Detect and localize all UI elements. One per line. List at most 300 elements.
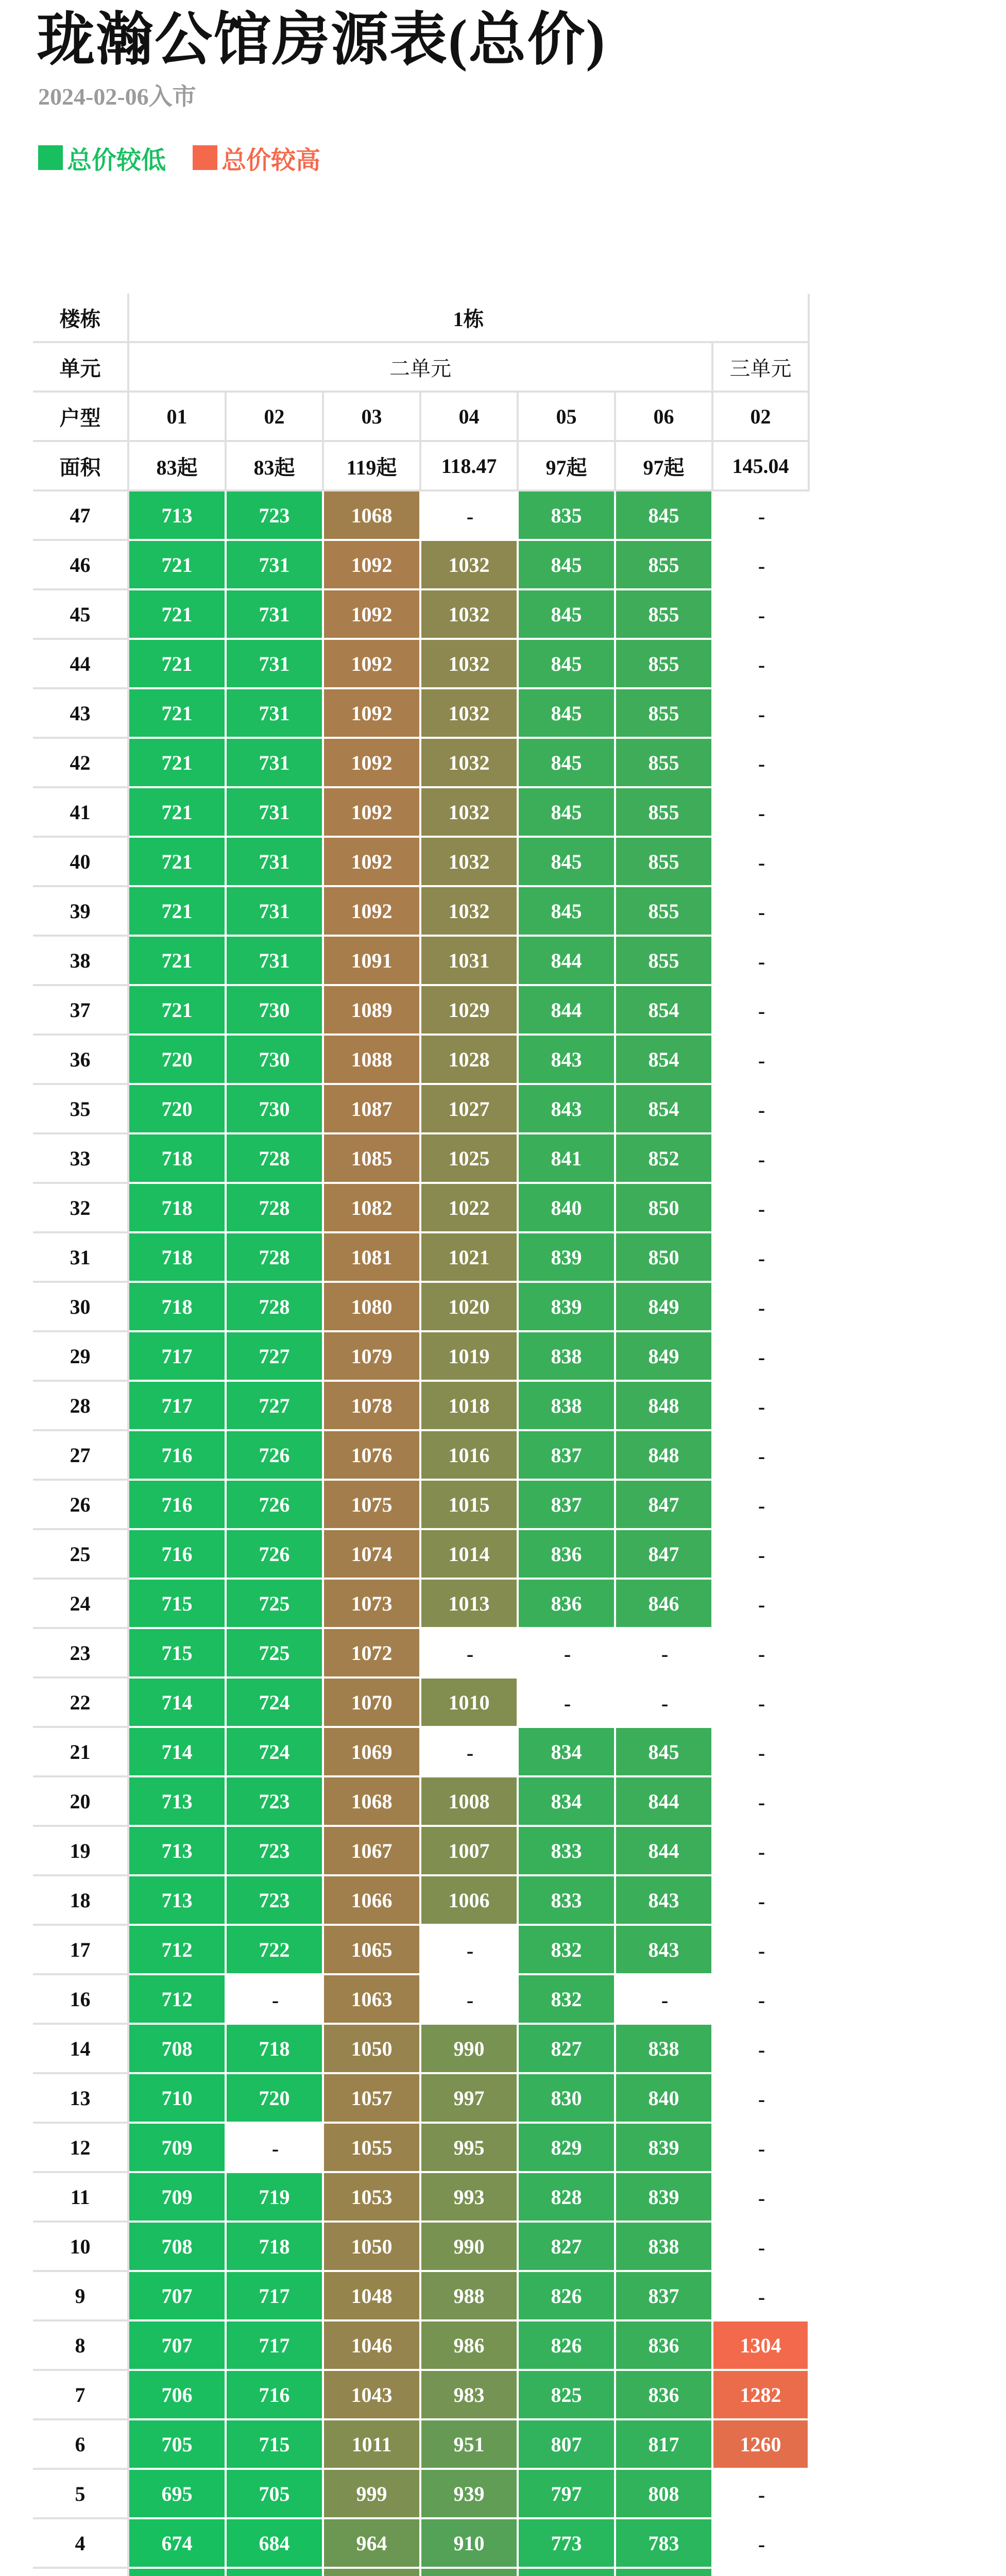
price-cell: 720 (227, 2074, 324, 2124)
price-cell: 838 (616, 2025, 713, 2074)
price-cell-empty: - (713, 1431, 810, 1481)
price-cell-empty: - (713, 590, 810, 640)
price-cell: 1043 (324, 2371, 421, 2420)
price-cell: 1092 (324, 590, 421, 640)
unit-type: 04 (421, 393, 519, 442)
price-cell: 839 (616, 2173, 713, 2223)
price-cell: 1092 (324, 640, 421, 689)
price-cell-empty: - (421, 1975, 519, 2025)
price-cell: 1073 (324, 1580, 421, 1629)
price-cell: 708 (129, 2223, 227, 2272)
price-cell-empty: - (713, 2223, 810, 2272)
price-cell-empty (713, 2569, 810, 2576)
price-cell: 1029 (421, 986, 519, 1036)
floor-label: 37 (33, 986, 129, 1036)
price-cell: 721 (129, 739, 227, 788)
price-cell (227, 2569, 324, 2576)
price-cell: 721 (129, 986, 227, 1036)
price-cell: 827 (519, 2025, 616, 2074)
unit-type: 05 (519, 393, 616, 442)
price-cell: 843 (519, 1085, 616, 1134)
price-cell-empty: - (713, 541, 810, 590)
price-cell: 1092 (324, 739, 421, 788)
price-cell-empty: - (421, 1728, 519, 1777)
price-cell: 731 (227, 590, 324, 640)
price-cell-empty: - (519, 1629, 616, 1679)
price-cell: 1081 (324, 1233, 421, 1283)
price-cell: 1032 (421, 689, 519, 739)
price-cell: 832 (519, 1975, 616, 2025)
price-cell: 1032 (421, 788, 519, 838)
price-cell: 1048 (324, 2272, 421, 2321)
price-cell: 854 (616, 1036, 713, 1085)
row-label-building: 楼栋 (33, 294, 129, 343)
price-cell: 717 (227, 2272, 324, 2321)
price-cell: 827 (519, 2223, 616, 2272)
floor-label: 17 (33, 1926, 129, 1975)
price-cell: 843 (519, 1036, 616, 1085)
price-cell: 855 (616, 590, 713, 640)
price-cell-empty: - (421, 1926, 519, 1975)
price-cell: 728 (227, 1134, 324, 1184)
price-cell: 1078 (324, 1382, 421, 1431)
price-cell: 835 (519, 492, 616, 541)
floor-label: 24 (33, 1580, 129, 1629)
price-cell: 1006 (421, 1876, 519, 1926)
price-cell: 848 (616, 1382, 713, 1431)
price-cell: 1018 (421, 1382, 519, 1431)
price-cell-empty: - (713, 1580, 810, 1629)
price-cell: 724 (227, 1679, 324, 1728)
price-cell-empty: - (713, 1827, 810, 1876)
price-cell: 836 (519, 1530, 616, 1580)
floor-label: 9 (33, 2272, 129, 2321)
price-cell: 849 (616, 1283, 713, 1332)
price-cell: 708 (129, 2025, 227, 2074)
price-cell: 1013 (421, 1580, 519, 1629)
price-cell: 845 (616, 1728, 713, 1777)
price-cell: 731 (227, 640, 324, 689)
price-cell: 1075 (324, 1481, 421, 1530)
price-cell: 1057 (324, 2074, 421, 2124)
price-cell: 1065 (324, 1926, 421, 1975)
price-cell: 1011 (324, 2420, 421, 2470)
price-cell: 721 (129, 590, 227, 640)
price-cell-empty: - (713, 1283, 810, 1332)
price-cell: 1072 (324, 1629, 421, 1679)
floor-label: 47 (33, 492, 129, 541)
price-cell-empty: - (713, 2272, 810, 2321)
price-cell: 847 (616, 1530, 713, 1580)
price-cell: 712 (129, 1975, 227, 2025)
price-cell: 730 (227, 1036, 324, 1085)
price-cell: 990 (421, 2025, 519, 2074)
price-cell: 1089 (324, 986, 421, 1036)
price-cell-empty: - (713, 788, 810, 838)
row-label-area: 面积 (33, 442, 129, 492)
floor-label: 11 (33, 2173, 129, 2223)
price-cell: 714 (129, 1679, 227, 1728)
price-cell: 843 (616, 1926, 713, 1975)
floor-label: 41 (33, 788, 129, 838)
price-cell: 728 (227, 1283, 324, 1332)
price-cell: 855 (616, 640, 713, 689)
price-cell: 839 (519, 1283, 616, 1332)
price-cell: 826 (519, 2272, 616, 2321)
unit-type: 02 (227, 393, 324, 442)
price-cell-empty: - (713, 739, 810, 788)
price-cell: 836 (616, 2321, 713, 2371)
unit-area: 118.47 (421, 442, 519, 492)
row-label-type: 户型 (33, 393, 129, 442)
price-cell: 718 (227, 2025, 324, 2074)
price-cell: 833 (519, 1876, 616, 1926)
price-cell: 706 (129, 2371, 227, 2420)
floor-label: 32 (33, 1184, 129, 1233)
price-cell-empty: - (713, 1777, 810, 1827)
price-cell-empty: - (713, 986, 810, 1036)
price-cell-empty: - (713, 1876, 810, 1926)
legend-item-low (38, 140, 166, 176)
price-cell: 716 (227, 2371, 324, 2420)
price-cell: 728 (227, 1184, 324, 1233)
price-cell: 832 (519, 1926, 616, 1975)
price-cell: 838 (616, 2223, 713, 2272)
price-cell: 1282 (713, 2371, 810, 2420)
floor-label: 27 (33, 1431, 129, 1481)
price-cell: 721 (129, 788, 227, 838)
price-cell: 855 (616, 689, 713, 739)
price-cell-empty: - (713, 2173, 810, 2223)
price-cell: 1032 (421, 640, 519, 689)
price-cell: 825 (519, 2371, 616, 2420)
price-cell: 843 (616, 1876, 713, 1926)
floor-label: 31 (33, 1233, 129, 1283)
price-cell: 1046 (324, 2321, 421, 2371)
unit-area: 83起 (227, 442, 324, 492)
floor-label: 28 (33, 1382, 129, 1431)
price-cell: 726 (227, 1431, 324, 1481)
price-cell: 715 (227, 2420, 324, 2470)
floor-label: 23 (33, 1629, 129, 1679)
price-cell: 845 (519, 739, 616, 788)
price-cell: 1032 (421, 541, 519, 590)
price-cell: 834 (519, 1728, 616, 1777)
price-cell-empty: - (616, 1629, 713, 1679)
legend (38, 142, 347, 173)
unit-type: 03 (324, 393, 421, 442)
price-cell: 1032 (421, 838, 519, 887)
price-cell: 844 (616, 1777, 713, 1827)
price-cell: 715 (129, 1629, 227, 1679)
price-cell (324, 2569, 421, 2576)
price-cell: 721 (129, 541, 227, 590)
price-cell: 844 (616, 1827, 713, 1876)
price-cell-empty: - (713, 838, 810, 887)
price-cell: 1092 (324, 887, 421, 937)
price-cell: 1055 (324, 2124, 421, 2173)
price-cell: 731 (227, 788, 324, 838)
price-cell: 840 (519, 1184, 616, 1233)
price-cell: 844 (519, 937, 616, 986)
floor-label: 40 (33, 838, 129, 887)
price-table (33, 294, 810, 2576)
unit-area: 97起 (519, 442, 616, 492)
price-cell: 1260 (713, 2420, 810, 2470)
price-cell: 1008 (421, 1777, 519, 1827)
price-cell: 986 (421, 2321, 519, 2371)
price-cell-empty: - (713, 1036, 810, 1085)
price-cell: 1068 (324, 492, 421, 541)
price-cell: 1032 (421, 739, 519, 788)
price-cell: 724 (227, 1728, 324, 1777)
price-cell: 709 (129, 2173, 227, 2223)
price-cell: 1069 (324, 1728, 421, 1777)
price-cell: 807 (519, 2420, 616, 2470)
price-cell: 1050 (324, 2223, 421, 2272)
price-cell: 1063 (324, 1975, 421, 2025)
unit-name: 二单元 (129, 343, 713, 393)
floor-label: 21 (33, 1728, 129, 1777)
price-cell-empty: - (713, 1679, 810, 1728)
price-cell: 830 (519, 2074, 616, 2124)
price-cell: 995 (421, 2124, 519, 2173)
price-cell: 841 (519, 1134, 616, 1184)
price-cell: 713 (129, 1777, 227, 1827)
price-cell (616, 2569, 713, 2576)
price-cell: 723 (227, 1876, 324, 1926)
price-cell: 845 (519, 590, 616, 640)
floor-label: 25 (33, 1530, 129, 1580)
price-cell-empty: - (713, 1332, 810, 1382)
price-cell: 850 (616, 1184, 713, 1233)
price-cell: 707 (129, 2272, 227, 2321)
price-cell: 845 (519, 788, 616, 838)
unit-area: 97起 (616, 442, 713, 492)
floor-label: 44 (33, 640, 129, 689)
price-cell-empty: - (227, 1975, 324, 2025)
price-cell: 713 (129, 1876, 227, 1926)
price-cell: 709 (129, 2124, 227, 2173)
price-cell: 1082 (324, 1184, 421, 1233)
floor-label: 7 (33, 2371, 129, 2420)
building-name: 1栋 (129, 294, 810, 343)
price-cell: 1066 (324, 1876, 421, 1926)
price-cell: 1028 (421, 1036, 519, 1085)
price-cell: 951 (421, 2420, 519, 2470)
price-cell-empty: - (713, 1085, 810, 1134)
price-cell-empty: - (713, 1134, 810, 1184)
price-cell: 705 (227, 2470, 324, 2519)
floor-label: 39 (33, 887, 129, 937)
launch-date: 2024-02-06入市 (38, 83, 196, 110)
price-cell: 834 (519, 1777, 616, 1827)
price-cell-empty: - (713, 1233, 810, 1283)
price-cell: 844 (519, 986, 616, 1036)
price-cell: 716 (129, 1431, 227, 1481)
price-cell: 845 (616, 492, 713, 541)
price-cell: 855 (616, 739, 713, 788)
price-cell: 721 (129, 640, 227, 689)
price-cell: 1068 (324, 1777, 421, 1827)
price-cell: 717 (227, 2321, 324, 2371)
price-cell: 990 (421, 2223, 519, 2272)
price-cell: 723 (227, 1777, 324, 1827)
price-cell: 854 (616, 1085, 713, 1134)
price-cell: 808 (616, 2470, 713, 2519)
price-cell: 714 (129, 1728, 227, 1777)
price-cell: 839 (519, 1233, 616, 1283)
price-cell-empty: - (616, 1975, 713, 2025)
price-cell: 845 (519, 838, 616, 887)
price-cell: 1020 (421, 1283, 519, 1332)
price-cell: 718 (129, 1184, 227, 1233)
price-cell: 845 (519, 689, 616, 739)
row-label-unit: 单元 (33, 343, 129, 393)
price-cell: 783 (616, 2519, 713, 2569)
floor-label: 42 (33, 739, 129, 788)
price-cell: 1014 (421, 1530, 519, 1580)
price-cell: 730 (227, 1085, 324, 1134)
floor-label: 45 (33, 590, 129, 640)
price-cell-empty: - (713, 2074, 810, 2124)
price-cell: 721 (129, 689, 227, 739)
price-cell-empty: - (713, 937, 810, 986)
price-cell: 988 (421, 2272, 519, 2321)
price-cell: 722 (227, 1926, 324, 1975)
price-cell: 1091 (324, 937, 421, 986)
price-cell: 1021 (421, 1233, 519, 1283)
price-cell: 1053 (324, 2173, 421, 2223)
price-cell: 731 (227, 887, 324, 937)
price-cell: 999 (324, 2470, 421, 2519)
price-cell: 1019 (421, 1332, 519, 1382)
price-cell: 855 (616, 937, 713, 986)
price-cell: 726 (227, 1530, 324, 1580)
price-cell: 727 (227, 1332, 324, 1382)
floor-label: 36 (33, 1036, 129, 1085)
unit-type: 02 (713, 393, 810, 442)
floor-label: 8 (33, 2321, 129, 2371)
price-cell: 1031 (421, 937, 519, 986)
legend-item-high (193, 140, 320, 176)
price-cell: 836 (519, 1580, 616, 1629)
price-cell-empty: - (421, 1629, 519, 1679)
price-cell: 939 (421, 2470, 519, 2519)
price-cell: 723 (227, 492, 324, 541)
price-cell: 730 (227, 986, 324, 1036)
price-cell: 718 (129, 1233, 227, 1283)
high-price-swatch (193, 145, 217, 170)
price-cell: 910 (421, 2519, 519, 2569)
price-cell: 674 (129, 2519, 227, 2569)
price-cell: 728 (227, 1233, 324, 1283)
price-cell: 1007 (421, 1827, 519, 1876)
price-cell-empty: - (713, 2470, 810, 2519)
price-cell: 718 (227, 2223, 324, 2272)
price-cell: 839 (616, 2124, 713, 2173)
floor-label: 22 (33, 1679, 129, 1728)
unit-area: 83起 (129, 442, 227, 492)
price-cell: 1092 (324, 541, 421, 590)
price-cell: 721 (129, 838, 227, 887)
price-cell-empty: - (713, 1975, 810, 2025)
price-cell: 855 (616, 887, 713, 937)
price-cell: 773 (519, 2519, 616, 2569)
price-cell-empty: - (713, 1184, 810, 1233)
floor-label: 46 (33, 541, 129, 590)
price-cell (421, 2569, 519, 2576)
floor-label (33, 2569, 129, 2576)
floor-label: 13 (33, 2074, 129, 2124)
price-cell: 852 (616, 1134, 713, 1184)
price-cell-empty: - (713, 1629, 810, 1679)
price-cell: 1076 (324, 1431, 421, 1481)
price-cell: 718 (129, 1283, 227, 1332)
price-cell: 829 (519, 2124, 616, 2173)
price-cell: 855 (616, 838, 713, 887)
price-cell: 731 (227, 541, 324, 590)
price-cell: 719 (227, 2173, 324, 2223)
price-cell: 726 (227, 1481, 324, 1530)
price-cell: 705 (129, 2420, 227, 2470)
price-cell: 1079 (324, 1332, 421, 1382)
legend-high-label: 总价较高 (221, 146, 321, 174)
price-cell-empty: - (713, 689, 810, 739)
price-cell: 713 (129, 492, 227, 541)
price-cell: 828 (519, 2173, 616, 2223)
floor-label: 18 (33, 1876, 129, 1926)
price-cell: 1050 (324, 2025, 421, 2074)
price-cell: 712 (129, 1926, 227, 1975)
price-cell: 964 (324, 2519, 421, 2569)
price-cell-empty: - (713, 1382, 810, 1431)
price-cell: 1067 (324, 1827, 421, 1876)
price-cell: 1022 (421, 1184, 519, 1233)
price-cell: 723 (227, 1827, 324, 1876)
unit-type: 06 (616, 393, 713, 442)
price-cell: 997 (421, 2074, 519, 2124)
price-cell: 731 (227, 937, 324, 986)
price-cell-empty: - (713, 492, 810, 541)
price-cell: 983 (421, 2371, 519, 2420)
price-cell: 833 (519, 1827, 616, 1876)
price-cell-empty: - (713, 1926, 810, 1975)
price-cell-empty: - (713, 1481, 810, 1530)
floor-label: 16 (33, 1975, 129, 2025)
price-cell: 837 (519, 1431, 616, 1481)
floor-label: 20 (33, 1777, 129, 1827)
price-cell: 855 (616, 788, 713, 838)
price-cell: 710 (129, 2074, 227, 2124)
price-cell: 1092 (324, 689, 421, 739)
price-cell: 1085 (324, 1134, 421, 1184)
price-cell: 848 (616, 1431, 713, 1481)
price-cell: 717 (129, 1332, 227, 1382)
price-cell: 715 (129, 1580, 227, 1629)
price-cell: 1092 (324, 788, 421, 838)
price-cell: 1070 (324, 1679, 421, 1728)
page-title: 珑瀚公馆房源表(总价) (37, 8, 606, 72)
price-cell (129, 2569, 227, 2576)
low-price-swatch (38, 145, 63, 170)
price-cell: 854 (616, 986, 713, 1036)
price-cell: 721 (129, 887, 227, 937)
price-cell-empty: - (616, 1679, 713, 1728)
price-cell: 731 (227, 838, 324, 887)
price-cell: 838 (519, 1332, 616, 1382)
price-cell: 993 (421, 2173, 519, 2223)
